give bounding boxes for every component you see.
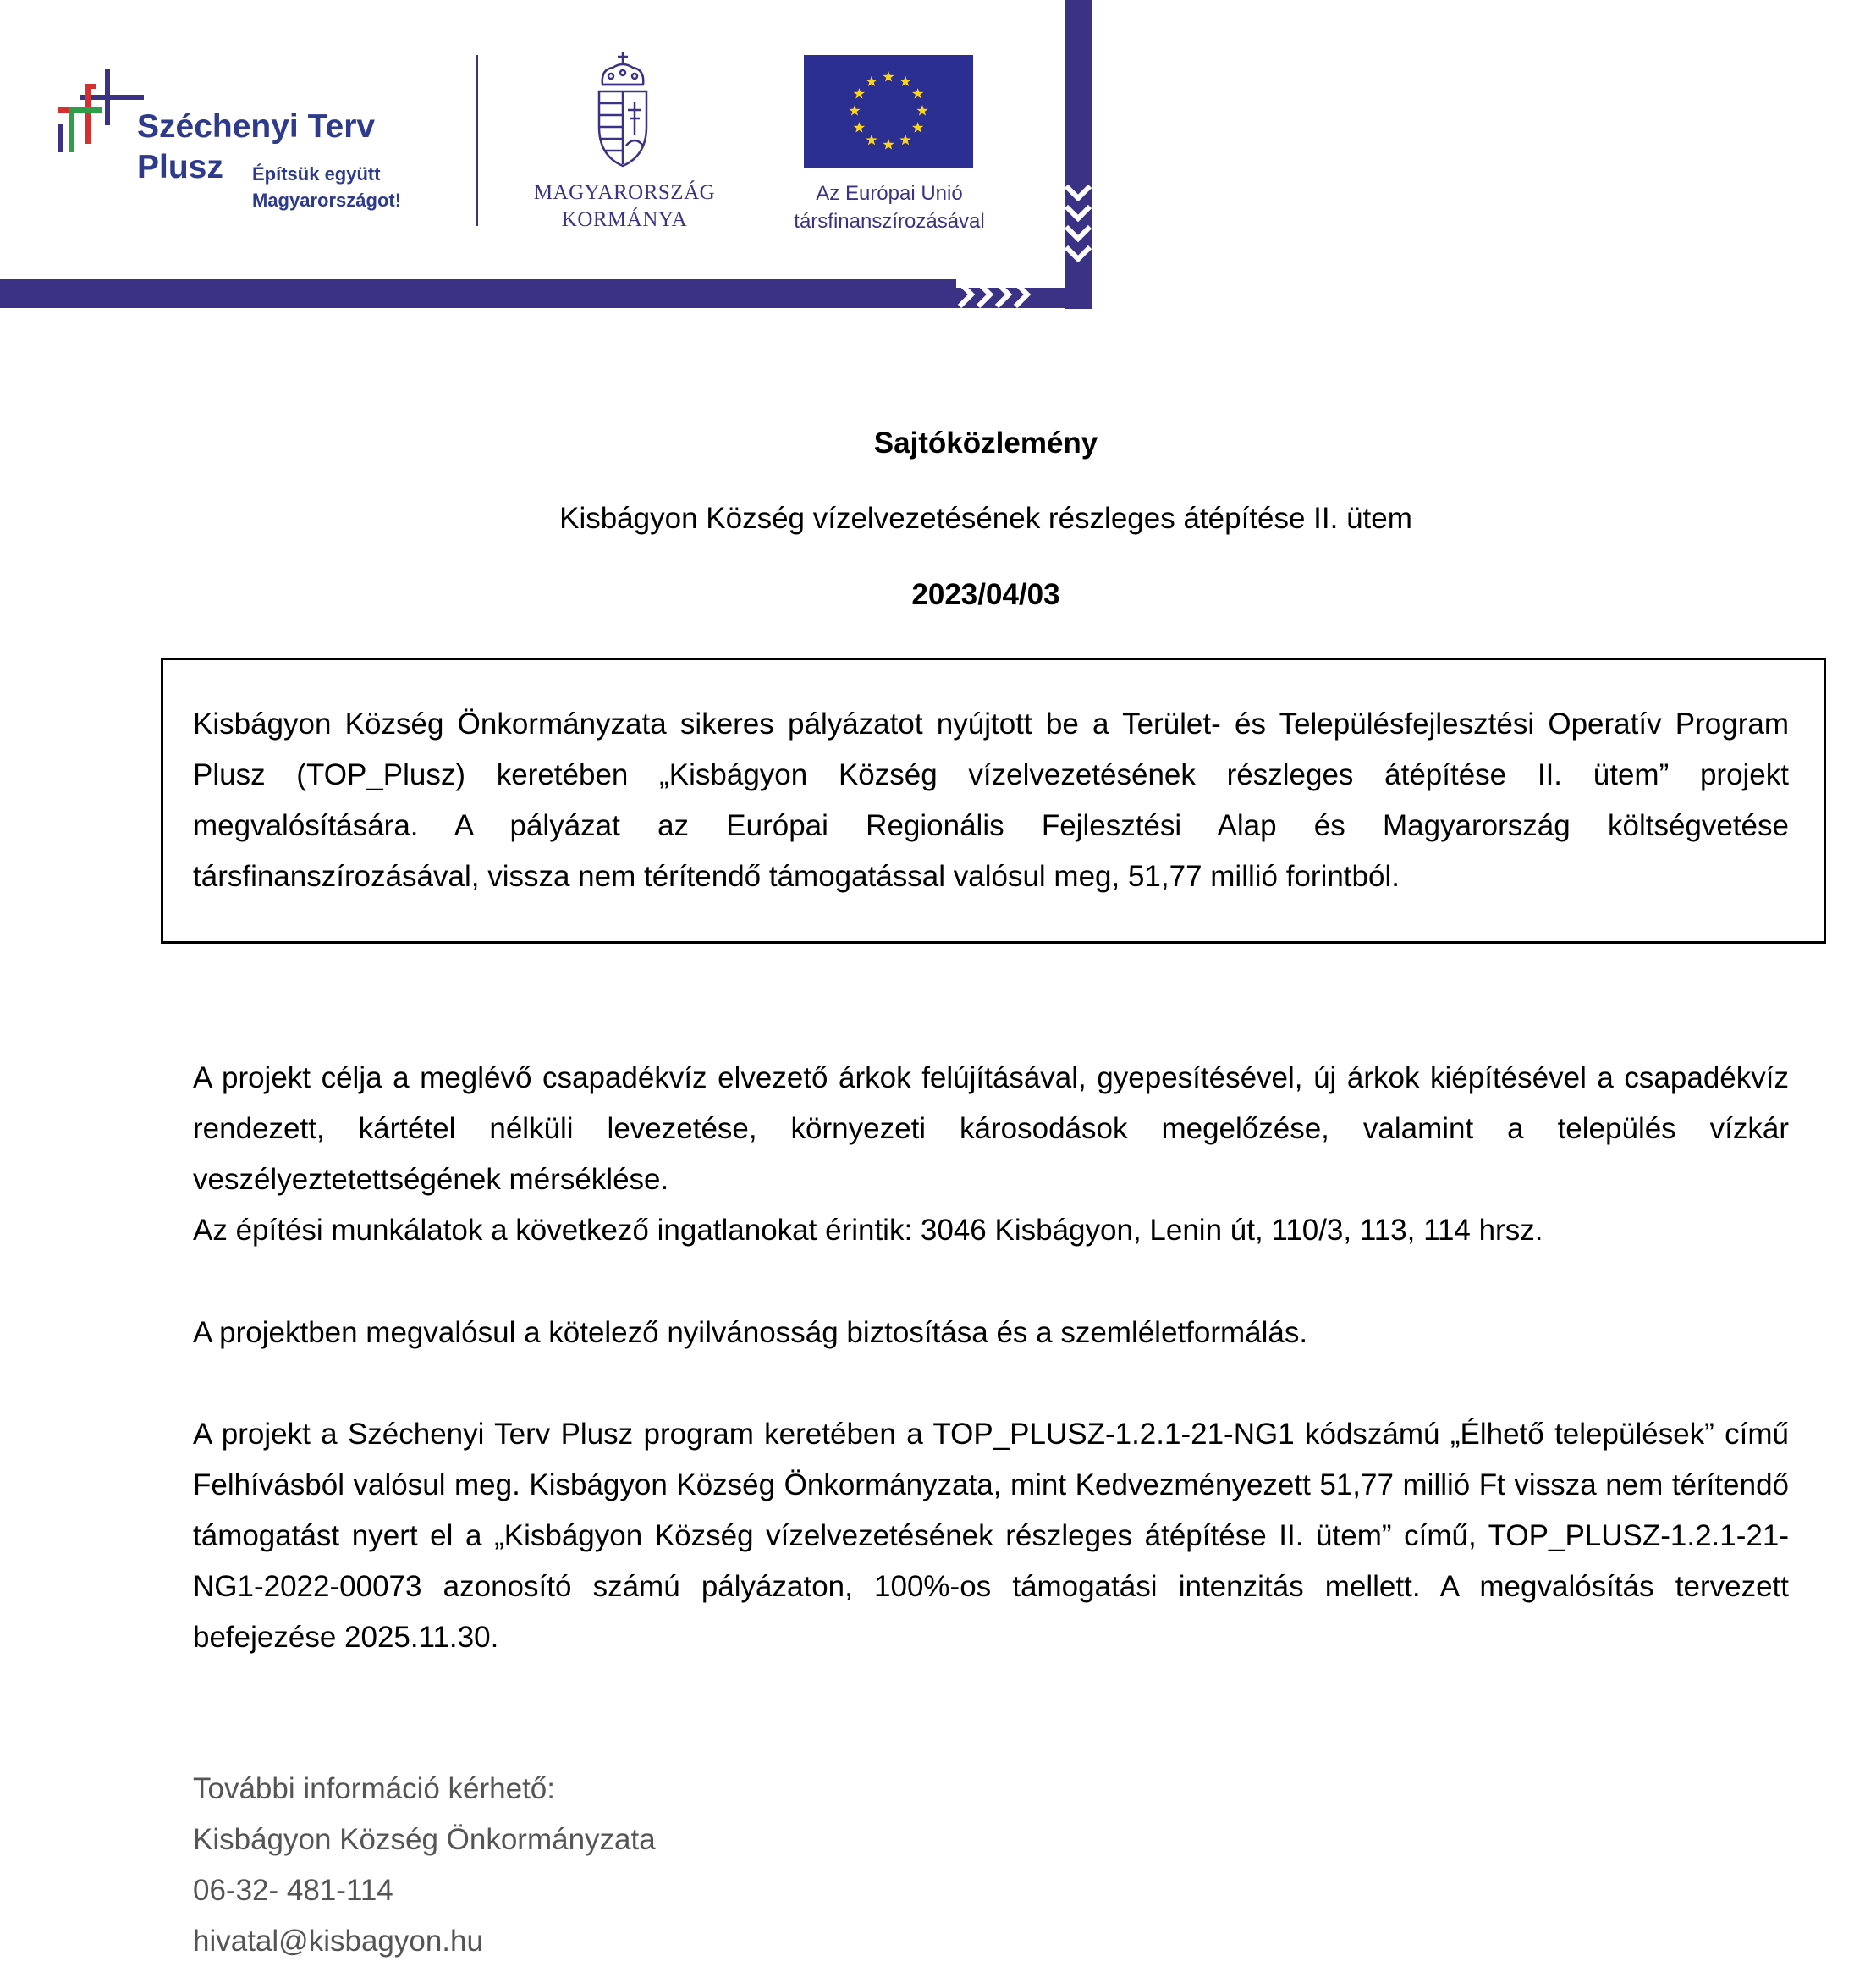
banner-bottom-bar <box>0 279 956 308</box>
eu-star-icon <box>883 139 894 150</box>
page-title: Sajtóközlemény <box>873 427 1098 460</box>
contact-email[interactable]: hivatal@kisbagyon.hu <box>193 1925 483 1958</box>
szechenyi-tagline <box>252 161 401 213</box>
chevron-down-arrows-icon <box>1059 178 1097 271</box>
contact-phone: 06-32- 481-114 <box>193 1874 393 1907</box>
eu-star-icon <box>899 75 910 86</box>
contact-organization: Kisbágyon Község Önkormányzata <box>193 1823 656 1856</box>
eu-star-icon <box>916 105 927 116</box>
tagline-line-2: Magyarországot! <box>252 190 402 211</box>
eu-flag <box>804 55 973 168</box>
eu-line-2: társfinanszírozásával <box>794 210 985 233</box>
tagline-line-1: Építsük együtt <box>252 163 381 185</box>
eu-star-icon <box>866 135 877 146</box>
eu-stars-icon <box>804 55 973 168</box>
page-subtitle: Kisbágyon Község vízelvezetésének részleges átépítése II. ütem <box>559 502 1412 535</box>
summary-paragraph: Kisbágyon Község Önkormányzata sikeres pályázatot nyújtott be a Terület- és Településfejlesztési Operatív Program Plusz (TOP_Plusz) keretében „Kisbágyon Község vízelvezetésének részleges átépítése II. ütem” projekt megvalósítására. A pályázat az Európai Regionális Fejlesztési Alap és Magyarország költségvetése társfinanszírozásával, vissza nem térítendő támogatással valósul meg, 51,77 millió forintból. <box>193 708 1789 893</box>
chevron-arrows-icon <box>953 276 1065 313</box>
szechenyi-logo-title: Széchenyi Terv <box>137 108 376 145</box>
eu-star-icon <box>912 88 923 99</box>
publicity-paragraph: A projektben megvalósul a kötelező nyilvánosság biztosítása és a szemléletformálás. <box>193 1316 1308 1349</box>
eu-star-icon <box>899 135 910 146</box>
szechenyi-logo-plusz: Plusz <box>137 149 223 185</box>
contact-label: További információ kérhető: <box>193 1772 555 1805</box>
szechenyi-logo-mark-icon <box>52 68 146 161</box>
eu-star-icon <box>912 122 923 133</box>
eu-star-icon <box>854 88 865 99</box>
government-logo-text <box>523 179 726 234</box>
header-banner <box>0 0 1092 315</box>
eu-star-icon <box>866 75 877 86</box>
government-line-1: MAGYARORSZÁG <box>533 181 716 204</box>
release-date: 2023/04/03 <box>911 578 1060 611</box>
eu-star-icon <box>883 71 894 82</box>
eu-star-icon <box>854 122 865 133</box>
government-line-2: KORMÁNYA <box>561 208 688 231</box>
logo-divider <box>476 55 478 226</box>
eu-logo-text <box>767 179 1012 235</box>
eu-star-icon <box>849 105 860 116</box>
project-goal-paragraph: A projekt célja a meglévő csapadékvíz elvezető árkok felújításával, gyepesítésével, új árkok kiépítésével a csapadékvíz rendezett, kártétel nélküli levezetése, környezeti károsodások megelőzése, valamint a település vízkár veszélyeztetettségének mérséklése. <box>193 1061 1789 1196</box>
eu-line-1: Az Európai Unió <box>816 182 963 205</box>
affected-properties-paragraph: Az építési munkálatok a következő ingatlanokat érintik: 3046 Kisbágyon, Lenin út, 110/3, 113, 114 hrsz. <box>193 1214 1543 1247</box>
hungarian-coat-of-arms-icon <box>592 51 653 169</box>
funding-details-paragraph: A projekt a Széchenyi Terv Plusz program keretében a TOP_PLUSZ-1.2.1-21-NG1 kódszámú „Élhető települések” című Felhívásból valósul meg. Kisbágyon Község Önkormányzata, mint Kedvezményezett 51,77 millió Ft vissza nem térítendő támogatást nyert el a „Kisbágyon Község vízelvezetésének részleges átépítése II. ütem” című, TOP_PLUSZ-1.2.1-21-NG1-2022-00073 azonosító számú pályázaton, 100%-os támogatási intenzitás mellett. A megvalósítás tervezett befejezése 2025.11.30. <box>193 1418 1789 1654</box>
contact-block <box>193 1764 656 1967</box>
